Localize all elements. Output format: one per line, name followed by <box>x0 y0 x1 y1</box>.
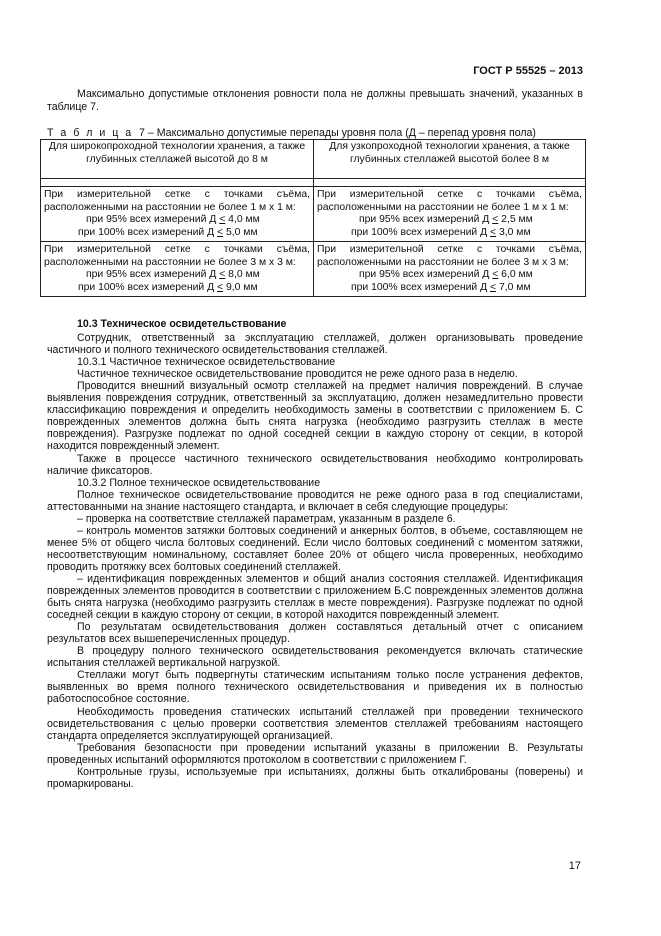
paragraph: Частичное техническое освидетельствование проводится не реже одного раза в неделю. <box>77 368 518 381</box>
table-spacer-row <box>41 179 586 187</box>
table-header-row <box>41 140 586 179</box>
intro-paragraph: Максимально допустимые отклонения ровности пола не должны превышать значений, указанных в таблице 7. <box>47 88 583 113</box>
table-cell: При измерительной сетке с точками съёма, расположенными на расстоянии не более 3 м х 3 м: при 95% всех измерений Д < 8,0 мм при 100% всех измерений Д < 9,0 мм <box>41 242 314 297</box>
page-number: 17 <box>568 860 581 872</box>
col2-header: Для узкопроходной технологии хранения, а также глубинных стеллажей высотой более 8 м <box>314 140 586 179</box>
table-row <box>41 242 586 297</box>
list-item: – проверка на соответствие стеллажей параметрам, указанным в разделе 6. <box>77 512 456 525</box>
list-item: – идентификация поврежденных элементов и общий анализ состояния стеллажей. Идентификация поврежденных элементов проводится в соответствии с приложением Б.С поврежденных элементов должна быть снята нагрузка (необходимо разгрузить стеллаж в месте повреждения). Разгрузке подлежат по одной соседней секции в каждую сторону от секции, в которой находится поврежденный элемент. <box>47 572 583 622</box>
paragraph: Также в процессе частичного технического освидетельствования необходимо контролировать наличие фиксаторов. <box>47 452 583 477</box>
subsection-title: 10.3.2 Полное техническое освидетельствование <box>77 476 321 489</box>
paragraph: Сотрудник, ответственный за эксплуатацию стеллажей, должен организовывать проведение частичного и полного технического освидетельствования стеллажей. <box>47 332 583 357</box>
paragraph: Требования безопасности при проведении испытаний указаны в приложении В. Результаты проведенных испытаний оформляются протоколом в соответствии с приложением Г. <box>47 741 583 766</box>
col1-header: Для широкопроходной технологии хранения, а также глубинных стеллажей высотой до 8 м <box>41 140 314 179</box>
floor-tolerance-table <box>40 139 586 297</box>
subsection-title: 10.3.1 Частичное техническое освидетельствование <box>77 356 336 369</box>
paragraph: По результатам освидетельствования должен составляться детальный отчет с описанием результатов всех вышеперечисленных процедур. <box>47 621 583 646</box>
paragraph: Проводится внешний визуальный осмотр стеллажей на предмет наличия повреждений. В случае выявления повреждения сотрудник, ответственный за эксплуатацию, должен незамедлительно провести классификацию повреждения и определить необходимость замены в соответствии с приложением Б. С поврежденных элементов должна быть снята нагрузка (необходимо разгрузить стеллаж в месте повреждения). Разгрузке подлежат по одной соседней секции в каждую сторону от секции, в которой находится поврежденный элемент. <box>47 380 583 453</box>
paragraph: Полное техническое освидетельствование проводится не реже одного раза в год специалистами, аттестованными на знание настоящего стандарта, и включает в себя следующие процедуры: <box>47 488 583 513</box>
section-body <box>47 318 583 790</box>
paragraph: Стеллажи могут быть подвергнуты статическим испытаниям только после устранения дефектов, выявленных во время полного технического освидетельствования и приведения их в полностью работоспособное состояние. <box>47 669 583 706</box>
paragraph: Необходимость проведения статических испытаний стеллажей при проведении технического освидетельствования с целью проверки соответствия элементов стеллажей требованиям настоящего стандарта определяется эксплуатирующей организацией. <box>47 705 583 742</box>
table-cell: При измерительной сетке с точками съёма, расположенными на расстоянии не более 3 м х 3 м: при 95% всех измерений Д < 6,0 мм при 100% всех измерений Д < 7,0 мм <box>314 242 586 297</box>
table-row <box>41 187 586 242</box>
paragraph: Контрольные грузы, используемые при испытаниях, должны быть откалиброваны (поверены) и промаркированы. <box>47 765 583 790</box>
table-caption: Т а б л и ц а 7 – Максимально допустимые перепады уровня пола (Д – перепад уровня пола) <box>47 127 536 139</box>
table-cell: При измерительной сетке с точками съёма, расположенными на расстоянии не более 1 м х 1 м: при 95% всех измерений Д < 4,0 мм при 100% всех измерений Д < 5,0 мм <box>41 187 314 242</box>
section-title: 10.3 Техническое освидетельствование <box>77 318 287 330</box>
paragraph: В процедуру полного технического освидетельствования рекомендуется включать статические испытания стеллажей вертикальной нагрузкой. <box>47 645 583 670</box>
standard-header: ГОСТ Р 55525 – 2013 <box>473 65 583 77</box>
table-cell: При измерительной сетке с точками съёма, расположенными на расстоянии не более 1 м х 1 м: при 95% всех измерений Д < 2,5 мм при 100% всех измерений Д < 3,0 мм <box>314 187 586 242</box>
list-item: – контроль моментов затяжки болтовых соединений и анкерных болтов, в объеме, составляющем не менее 5% от общего числа болтовых соединений. Если число болтовых соединений с моментом затяжки, несоответствующим номинальному, составляет более 20% от общего числа проверенных, необходимо проводить протяжку всех болтовых соединений стеллажей. <box>47 524 583 573</box>
